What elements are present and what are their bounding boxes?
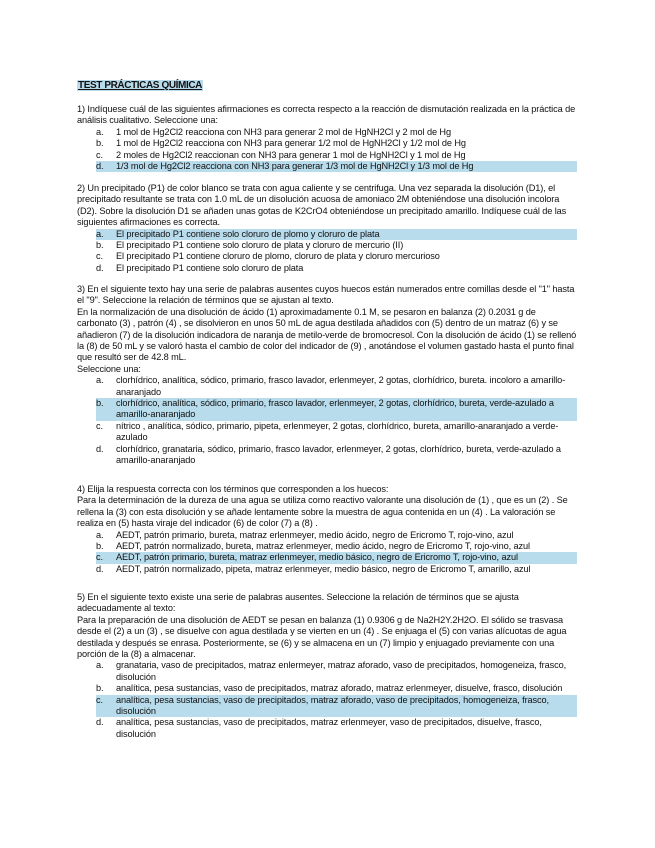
option-letter: b. bbox=[96, 138, 104, 149]
question-4-body: Para la determinación de la dureza de una agua se utiliza como reactivo valorante una disolución de (1) , que es un (2) . Se rellena la (3) con esta disolución y se añade lentamente sobre la muestra de agua contenida en un (4) . La valoración se realiza en (5) hasta viraje del indicador (6) de color (7) a (8) . bbox=[77, 495, 568, 529]
question-3-body: En la normalización de una disolución de ácido (1) aproximadamente 0.1 M, se pesaron en balanza (2) 0.2031 g de carbonato (3) , patrón (4) , se disolvieron en unos 50 mL de agua destilada añadidos con (5) dentro de un matraz (6) y se añadieron (7) de la disolución indicadora de naranja de metilo-verde de bromocresol. Con la disolución de ácido (1) se rellenó la (8) de 50 mL y se valoró hasta el cambio de color del indicador de (9) , anotándose el volumen gastado hasta el punto final que resultó ser de 42.8 mL. bbox=[77, 306, 577, 363]
question-3-options bbox=[77, 375, 577, 466]
option-letter: c. bbox=[96, 694, 103, 705]
option-letter: d. bbox=[96, 443, 104, 454]
option-text: clorhídrico, granataria, sódico, primario, frasco lavador, erlenmeyer, 2 gotas, clorhídrico, bureta, verde-azulado a amarillo-anaranjado bbox=[116, 443, 561, 466]
question-4-option-b bbox=[96, 541, 577, 552]
option-text: 2 moles de Hg2Cl2 reaccionan con NH3 para generar 1 mol de HgNH2Cl y 1 mol de Hg bbox=[116, 149, 466, 160]
question-3-option-b bbox=[96, 398, 577, 421]
question-4-options bbox=[77, 530, 577, 576]
question-5 bbox=[77, 592, 577, 740]
option-text: El precipitado P1 contiene solo cloruro de plomo y cloruro de plata bbox=[116, 228, 380, 239]
option-letter: b. bbox=[96, 398, 104, 409]
option-letter: d. bbox=[96, 262, 104, 273]
question-3-text: 3) En el siguiente texto hay una serie de palabras ausentes cuyos huecos están numerados entre comillas desde el "1" hasta el "9". Seleccione la relación de términos que se ajustan al texto. bbox=[77, 284, 575, 306]
option-letter: b. bbox=[96, 683, 104, 694]
option-letter: a. bbox=[96, 660, 104, 671]
question-1-options bbox=[77, 127, 577, 173]
question-2-option-d bbox=[96, 263, 577, 274]
question-5-text: 5) En el siguiente texto existe una serie de palabras ausentes. Seleccione la relación de términos que se ajusta adecuadamente al texto: bbox=[77, 592, 519, 614]
question-3-option-a bbox=[96, 375, 577, 398]
question-2-options bbox=[77, 229, 577, 275]
question-5-option-d bbox=[96, 717, 577, 740]
question-2 bbox=[77, 183, 577, 274]
option-letter: c. bbox=[96, 251, 103, 262]
option-text: clorhídrico, analítica, sódico, primario, frasco lavador, erlenmeyer, 2 gotas, clorhídrico, bureta. incoloro a amarillo-anaranjado bbox=[116, 375, 566, 397]
question-1-option-a bbox=[96, 127, 577, 138]
question-5-body: Para la preparación de una disolución de AEDT se pesan en balanza (1) 0.9306 g de Na2H2Y.2H2O. El sólido se trasvasa desde el (2) a un (3) , se disuelve con agua destilada y se vierten en un (4) . Se enjuaga el (5) con varias alícuotas de agua destilada y después se enrasa. Posteriormente, se (6) y se almacena en un (7) limpio y enjuagado previamente con una porción de la (8) a almacenar. bbox=[77, 614, 567, 660]
option-text: analítica, pesa sustancias, vaso de precipitados, matraz aforado, matraz erlenmeyer, disuelve, frasco, disolución bbox=[116, 683, 563, 694]
option-text: 1/3 mol de Hg2Cl2 reacciona con NH3 para generar 1/3 mol de HgNH2Cl y 1/3 mol de Hg bbox=[116, 161, 474, 172]
option-text: El precipitado P1 contiene solo cloruro de plata y cloruro de mercurio (II) bbox=[116, 240, 404, 251]
question-2-text: 2) Un precipitado (P1) de color blanco se trata con agua caliente y se centrifuga. Una vez separada la disolución (D1), el precipitado resultante se trata con 1.0 mL de un disolución acuosa de amoniaco 2M obteniéndose una disolución incolora (D2). Sobre la disolución D1 se añaden unas gotas de K2CrO4 obteniéndose un precipitado amarillo. Indíquese cuál de las siguientes afirmaciones es correcta. bbox=[77, 183, 567, 228]
question-1-option-b bbox=[96, 138, 577, 149]
question-1 bbox=[77, 104, 577, 172]
question-3-select: Seleccione una: bbox=[77, 363, 141, 374]
option-text: El precipitado P1 contiene solo cloruro de plata bbox=[116, 262, 304, 273]
document-title: TEST PRÁCTICAS QUÍMICA bbox=[78, 80, 202, 91]
option-letter: b. bbox=[96, 541, 104, 552]
option-text: AEDT, patrón primario, bureta, matraz erlenmeyer, medio básico, negro de Ericromo T, rojo-vino, azul bbox=[116, 552, 518, 563]
option-letter: c. bbox=[96, 149, 103, 160]
question-2-option-a bbox=[96, 229, 577, 240]
option-text: analítica, pesa sustancias, vaso de precipitados, matraz erlenmeyer, vaso de precipitados, disuelve, frasco, disolución bbox=[116, 717, 542, 739]
option-text: 1 mol de Hg2Cl2 reacciona con NH3 para generar 1/2 mol de HgNH2Cl y 1/2 mol de Hg bbox=[116, 138, 466, 149]
option-letter: d. bbox=[96, 717, 104, 728]
question-1-option-d bbox=[96, 161, 577, 172]
option-text: analítica, pesa sustancias, vaso de precipitados, matraz aforado, vaso de precipitados, homogeneiza, frasco, disolución bbox=[116, 694, 550, 717]
question-2-option-b bbox=[96, 240, 577, 251]
option-text: nítrico , analítica, sódico, primario, pipeta, erlenmeyer, 2 gotas, clorhídrico, bureta, amarillo-anaranjado a verde-azulado bbox=[116, 420, 559, 443]
option-text: clorhídrico, analítica, sódico, primario, frasco lavador, erlenmeyer, 2 gotas, clorhídrico, bureta, verde-azulado a amarillo-anaranjado bbox=[116, 398, 554, 420]
option-text: AEDT, patrón normalizado, pipeta, matraz erlenmeyer, medio básico, negro de Ericromo T, amarillo, azul bbox=[116, 563, 531, 574]
option-letter: c. bbox=[96, 420, 103, 431]
option-letter: a. bbox=[96, 126, 104, 137]
question-1-text: 1) Indíquese cuál de las siguientes afirmaciones es correcta respecto a la reacción de dismutación realizada en la práctica de análisis cualitativo. Seleccione una: bbox=[77, 104, 576, 126]
question-4-option-d bbox=[96, 564, 577, 575]
question-2-option-c bbox=[96, 251, 577, 262]
option-text: El precipitado P1 contiene cloruro de plomo, cloruro de plata y cloruro mercurioso bbox=[116, 251, 440, 262]
question-4 bbox=[77, 484, 577, 575]
question-4-option-a bbox=[96, 530, 577, 541]
question-5-option-a bbox=[96, 660, 577, 683]
option-letter: a. bbox=[96, 375, 104, 386]
option-text: 1 mol de Hg2Cl2 reacciona con NH3 para generar 2 mol de HgNH2Cl y 2 mol de Hg bbox=[116, 126, 451, 137]
option-text: AEDT, patrón normalizado, bureta, matraz erlenmeyer, medio ácido, negro de Ericromo T, rojo-vino, azul bbox=[116, 541, 530, 552]
option-letter: d. bbox=[96, 161, 104, 172]
option-letter: d. bbox=[96, 563, 104, 574]
question-5-option-b bbox=[96, 683, 577, 694]
question-1-option-c bbox=[96, 150, 577, 161]
option-letter: a. bbox=[96, 228, 104, 239]
option-text: granataria, vaso de precipitados, matraz enlermeyer, matraz aforado, vaso de precipitados, homogeneiza, frasco, disolución bbox=[116, 660, 567, 682]
question-3 bbox=[77, 284, 577, 467]
question-4-option-c bbox=[96, 552, 577, 563]
option-letter: c. bbox=[96, 552, 103, 563]
option-text: AEDT, patrón primario, bureta, matraz erlenmeyer, medio ácido, negro de Ericromo T, rojo-vino, azul bbox=[116, 529, 514, 540]
question-5-option-c bbox=[96, 695, 577, 718]
option-letter: b. bbox=[96, 240, 104, 251]
question-5-options bbox=[77, 660, 577, 740]
question-4-text: 4) Elija la respuesta correcta con los términos que corresponden a los huecos: bbox=[77, 484, 389, 494]
question-3-option-d bbox=[96, 444, 577, 467]
question-3-option-c bbox=[96, 421, 577, 444]
option-letter: a. bbox=[96, 529, 104, 540]
